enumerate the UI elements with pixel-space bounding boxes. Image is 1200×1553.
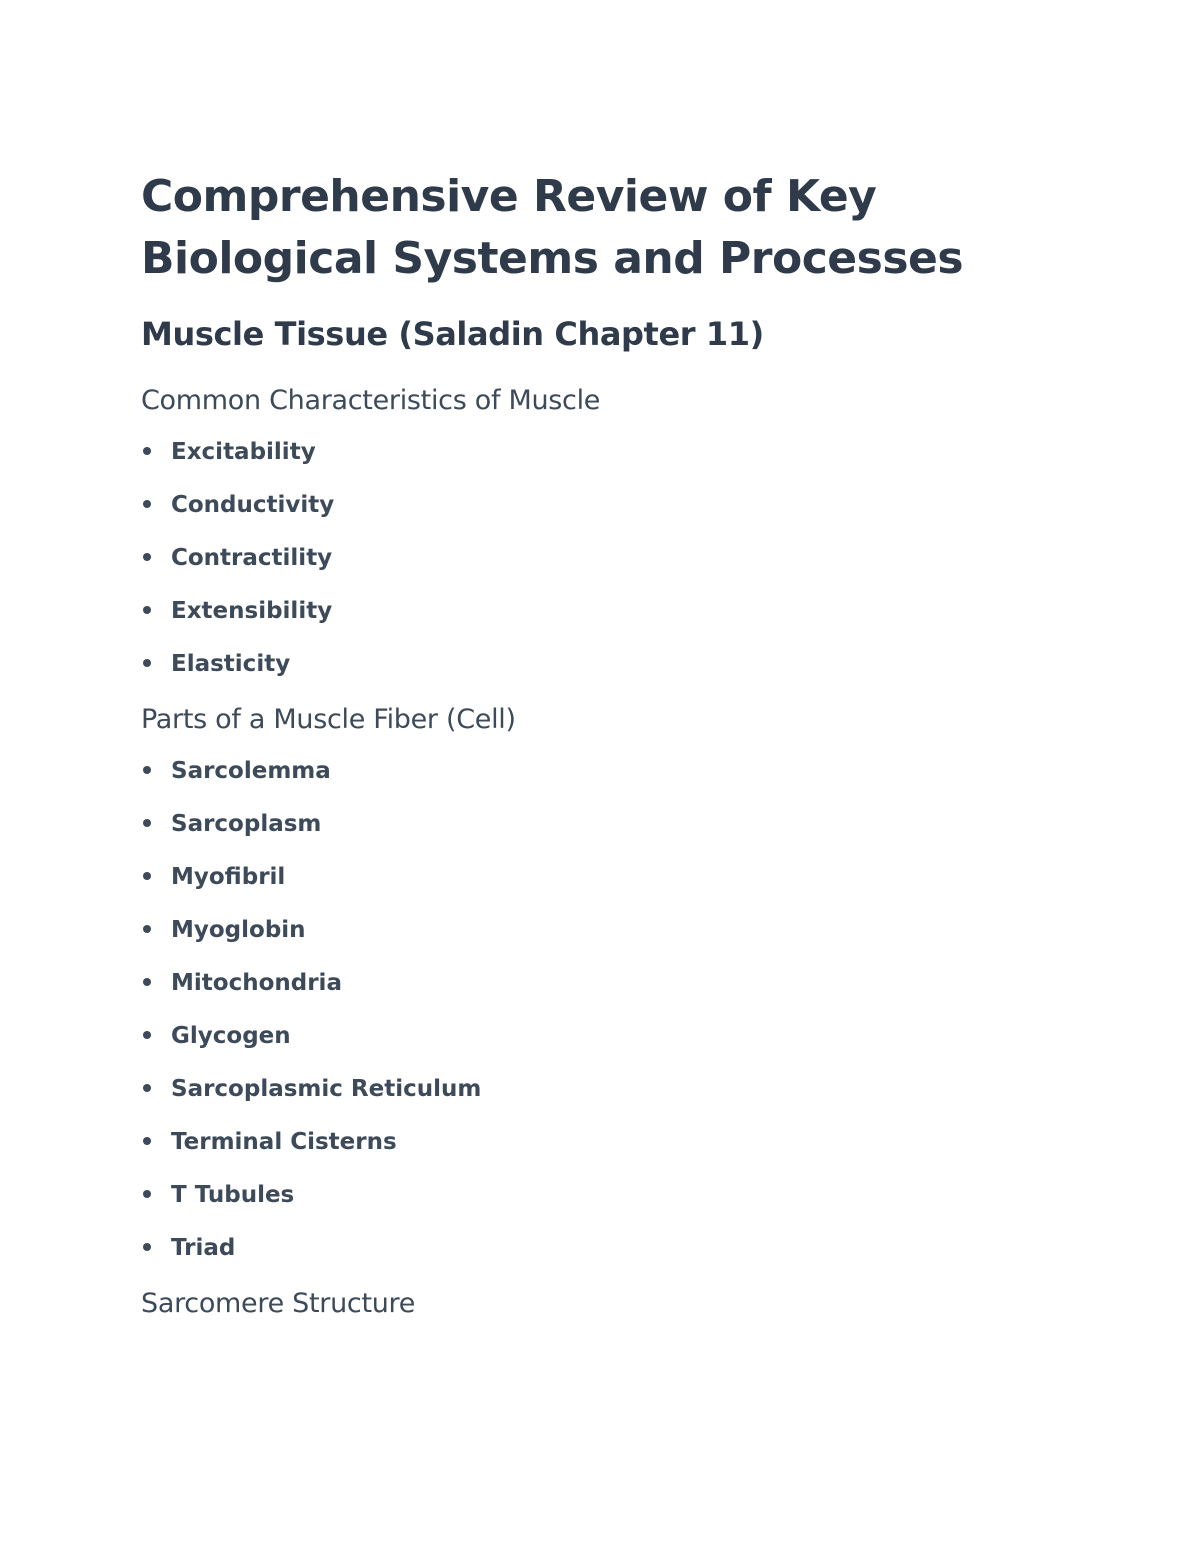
list-item xyxy=(141,1124,1041,1177)
list-item xyxy=(141,965,1041,1018)
list-item-label: Elasticity xyxy=(171,651,291,677)
list-item xyxy=(141,1230,1041,1283)
bullet-icon xyxy=(143,447,151,455)
list-item-label: Extensibility xyxy=(171,598,333,624)
section-heading: Muscle Tissue (Saladin Chapter 11) xyxy=(141,315,764,353)
list-item xyxy=(141,487,1041,540)
list-item-label: Mitochondria xyxy=(171,970,342,996)
bullet-icon xyxy=(143,1243,151,1251)
list-item xyxy=(141,593,1041,646)
list-item-label: Glycogen xyxy=(171,1023,291,1049)
list-item xyxy=(141,1071,1041,1124)
document-content xyxy=(141,166,1041,1323)
bullet-icon xyxy=(143,925,151,933)
bullet-icon xyxy=(143,1190,151,1198)
list-item xyxy=(141,912,1041,965)
subsection-heading-sarcomere: Sarcomere Structure xyxy=(141,1288,416,1319)
list-item xyxy=(141,646,1041,699)
list-item-label: Sarcoplasm xyxy=(171,811,322,837)
bullet-icon xyxy=(143,1084,151,1092)
list-item xyxy=(141,806,1041,859)
bullet-icon xyxy=(143,553,151,561)
list-item-label: T Tubules xyxy=(171,1182,295,1208)
document-title: Comprehensive Review of Key Biological Systems and Processes xyxy=(141,171,964,284)
bullet-icon xyxy=(143,1031,151,1039)
list-item-label: Myofibril xyxy=(171,864,286,890)
bullet-icon xyxy=(143,978,151,986)
fiber-parts-list xyxy=(141,753,1041,1283)
list-item-label: Triad xyxy=(171,1235,236,1261)
list-item xyxy=(141,1177,1041,1230)
list-item-label: Myoglobin xyxy=(171,917,306,943)
list-item xyxy=(141,753,1041,806)
list-item xyxy=(141,540,1041,593)
list-item-label: Conductivity xyxy=(171,492,335,518)
list-item-label: Contractility xyxy=(171,545,333,571)
bullet-icon xyxy=(143,659,151,667)
bullet-icon xyxy=(143,500,151,508)
bullet-icon xyxy=(143,606,151,614)
characteristics-list xyxy=(141,434,1041,699)
bullet-icon xyxy=(143,766,151,774)
subsection-heading-fiber-parts: Parts of a Muscle Fiber (Cell) xyxy=(141,704,516,735)
list-item xyxy=(141,859,1041,912)
subsection-heading-characteristics: Common Characteristics of Muscle xyxy=(141,385,601,416)
bullet-icon xyxy=(143,872,151,880)
list-item-label: Excitability xyxy=(171,439,316,465)
bullet-icon xyxy=(143,1137,151,1145)
list-item xyxy=(141,434,1041,487)
list-item-label: Terminal Cisterns xyxy=(171,1129,397,1155)
list-item xyxy=(141,1018,1041,1071)
list-item-label: Sarcoplasmic Reticulum xyxy=(171,1076,482,1102)
list-item-label: Sarcolemma xyxy=(171,758,331,784)
bullet-icon xyxy=(143,819,151,827)
